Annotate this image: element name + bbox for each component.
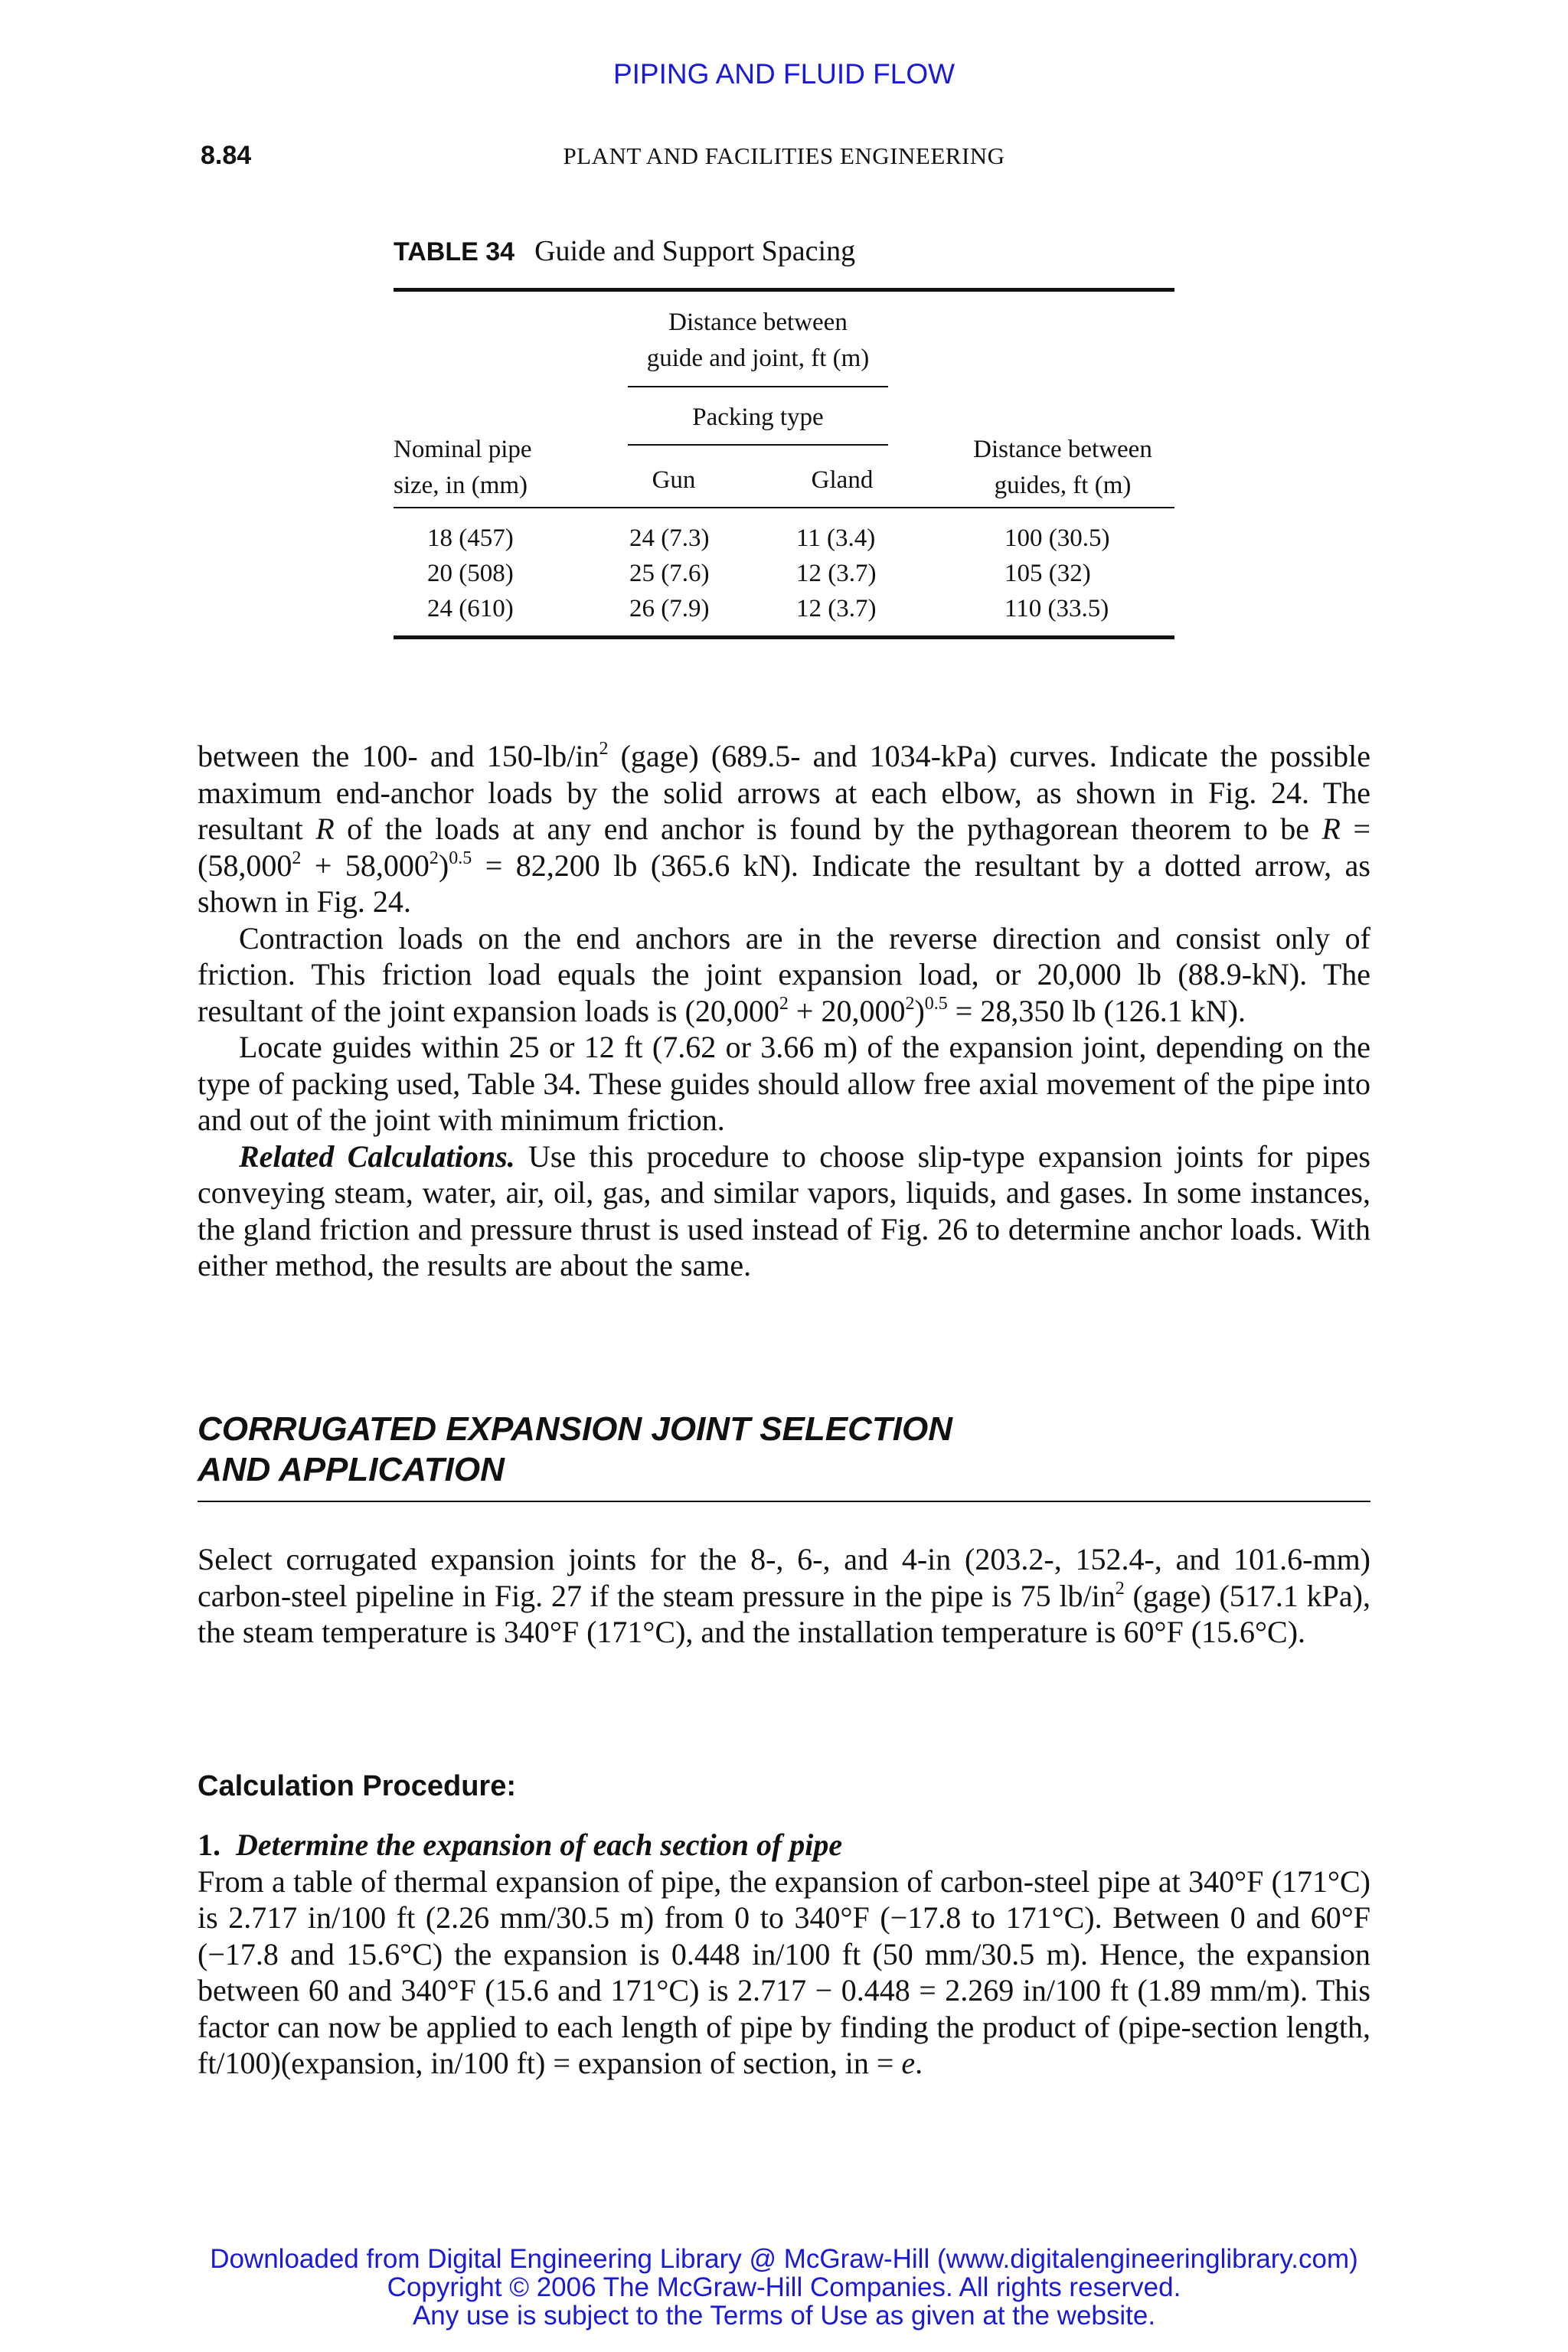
paragraph: between the 100- and $150-lb/in^2$ (gage) (689.5- and 1034-kPa) curves. Indicate the possible maximum end-anchor loads by the solid arrows at each elbow, as shown in Fig. 24. The resultant R of the loads at any end anchor is found by the pythagorean theorem to be $R = (58,000^2 + 58,000^2)^{0.5} = 82,200$ lb (365.6 kN). Indicate the resultant by a dotted arrow, as shown in Fig. 24. xyxy=(198,739,1371,919)
section-rule xyxy=(198,1501,1370,1502)
col-header-size-line2: size, in (mm) xyxy=(394,472,528,499)
cell-gun: 24 (7.3) xyxy=(629,524,710,552)
page-number: 8.84 xyxy=(201,141,252,170)
paragraph: Contraction loads on the end anchors are in the reverse direction and consist only of friction. This friction load equals the joint expansion load, or 20,000 lb (88.9-kN). The resultant of the joint expansion loads is $(20,000^2 + 20,000^2)^{0.5} = 28,350$ lb (126.1 kN). xyxy=(198,920,1370,1028)
col-header-guides xyxy=(949,432,1176,504)
cell-gland: 11 (3.4) xyxy=(796,524,876,552)
col-header-guides-line2: guides, ft (m) xyxy=(994,472,1132,499)
cell-size: 24 (610) xyxy=(427,595,514,622)
calc-procedure-heading: Calculation Procedure: xyxy=(198,1770,516,1802)
group-header-line2: guide and joint, ft (m) xyxy=(646,345,870,372)
table-title: Guide and Support Spacing xyxy=(534,235,856,267)
cell-gland: 12 (3.7) xyxy=(796,560,877,587)
group-rule xyxy=(628,386,888,387)
col-header-size-line1: Nominal pipe xyxy=(394,436,532,463)
col-header-guides-line1: Distance between xyxy=(973,436,1152,463)
section-title xyxy=(198,1409,952,1490)
cell-gun: 26 (7.9) xyxy=(629,595,710,622)
group-header-line1: Distance between xyxy=(668,309,848,336)
paragraph: From a table of thermal expansion of pipe, the expansion of carbon-steel pipe at 340°F (171°C) is 2.717 in/100 ft (2.26 mm/30.5 m) from 0 to 340°F (−17.8 to 171°C). Between 0 and 60°F (−17.8 and 15.6°C) the expansion is 0.448 in/100 ft (50 mm/30.5 m). Hence, the expansion between 60 and 340°F (15.6 and 171°C) is 2.717 − 0.448 = 2.269 in/100 ft (1.89 mm/m). This factor can now be applied to each length of pipe by finding the product of (pipe-section length, ft/100)(expansion, in/100 ft) = expansion of section, in = e. xyxy=(198,1864,1370,2080)
section-title-line1: CORRUGATED EXPANSION JOINT SELECTION xyxy=(198,1410,953,1448)
problem-statement xyxy=(198,1541,1370,1651)
cell-guides: 105 (32) xyxy=(1004,560,1091,587)
table-row xyxy=(394,556,1174,591)
footer-copyright: Copyright © 2006 The McGraw-Hill Companies. All rights reserved. xyxy=(387,2272,1181,2302)
table-row xyxy=(394,521,1174,556)
table-top-rule xyxy=(394,288,1174,292)
section-title-line2: AND APPLICATION xyxy=(198,1451,505,1488)
table-number: TABLE 34 xyxy=(394,237,515,266)
cell-size: 20 (508) xyxy=(427,560,514,587)
table-bottom-rule xyxy=(394,635,1174,639)
paragraph: Locate guides within 25 or 12 ft (7.62 or 3.66 m) of the expansion joint, depending on the type of packing used, Table 34. These guides should allow free axial movement of the pipe into and out of the joint with minimum friction. xyxy=(198,1030,1370,1137)
table-row xyxy=(394,591,1174,626)
running-head: PLANT AND FACILITIES ENGINEERING xyxy=(563,142,1005,169)
paragraph: Related Calculations. Use this procedure to choose slip-type expansion joints for pipes conveying steam, water, air, oil, gas, and similar vapors, liquids, and gases. In some instances, the gland friction and pressure thrust is used instead of Fig. 26 to determine anchor loads. With either method, the results are about the same. xyxy=(198,1138,1370,1282)
footer-terms-link[interactable]: Any use is subject to the Terms of Use as given at the website. xyxy=(412,2301,1156,2331)
body-text xyxy=(198,738,1370,1284)
footer-download-link[interactable]: Downloaded from Digital Engineering Library @ McGraw-Hill (www.digitalengineeringlibrary.com) xyxy=(210,2244,1358,2274)
header-rule xyxy=(394,507,1174,508)
table-body xyxy=(394,521,1174,626)
col-header-gland: Gland xyxy=(811,466,874,494)
cell-guides: 110 (33.5) xyxy=(1004,595,1109,622)
cell-gland: 12 (3.7) xyxy=(796,595,877,622)
col-header-gun: Gun xyxy=(652,466,696,494)
section-header-link[interactable]: PIPING AND FLUID FLOW xyxy=(612,58,956,90)
subgroup-header: Packing type xyxy=(692,403,824,431)
group-header xyxy=(612,305,903,377)
step-1 xyxy=(198,1827,1370,2082)
step-heading: 1. Determine the expansion of each section of pipe xyxy=(198,1828,843,1862)
subgroup-rule xyxy=(628,444,888,446)
table-caption xyxy=(394,234,855,268)
cell-guides: 100 (30.5) xyxy=(1004,524,1110,552)
footer xyxy=(0,2245,1568,2330)
cell-gun: 25 (7.6) xyxy=(629,560,710,587)
cell-size: 18 (457) xyxy=(427,524,514,552)
run-in-heading: Related Calculations. xyxy=(239,1138,515,1174)
paragraph: Select corrugated expansion joints for the 8-, 6-, and 4-in (203.2-, 152.4-, and 101.6-mm) carbon-steel pipeline in Fig. 27 if the steam pressure in the pipe is 75 $lb/in^2$ (gage) (517.1 kPa), the steam temperature is 340°F (171°C), and the installation temperature is 60°F (15.6°C). xyxy=(198,1542,1370,1649)
col-header-size xyxy=(394,432,532,504)
